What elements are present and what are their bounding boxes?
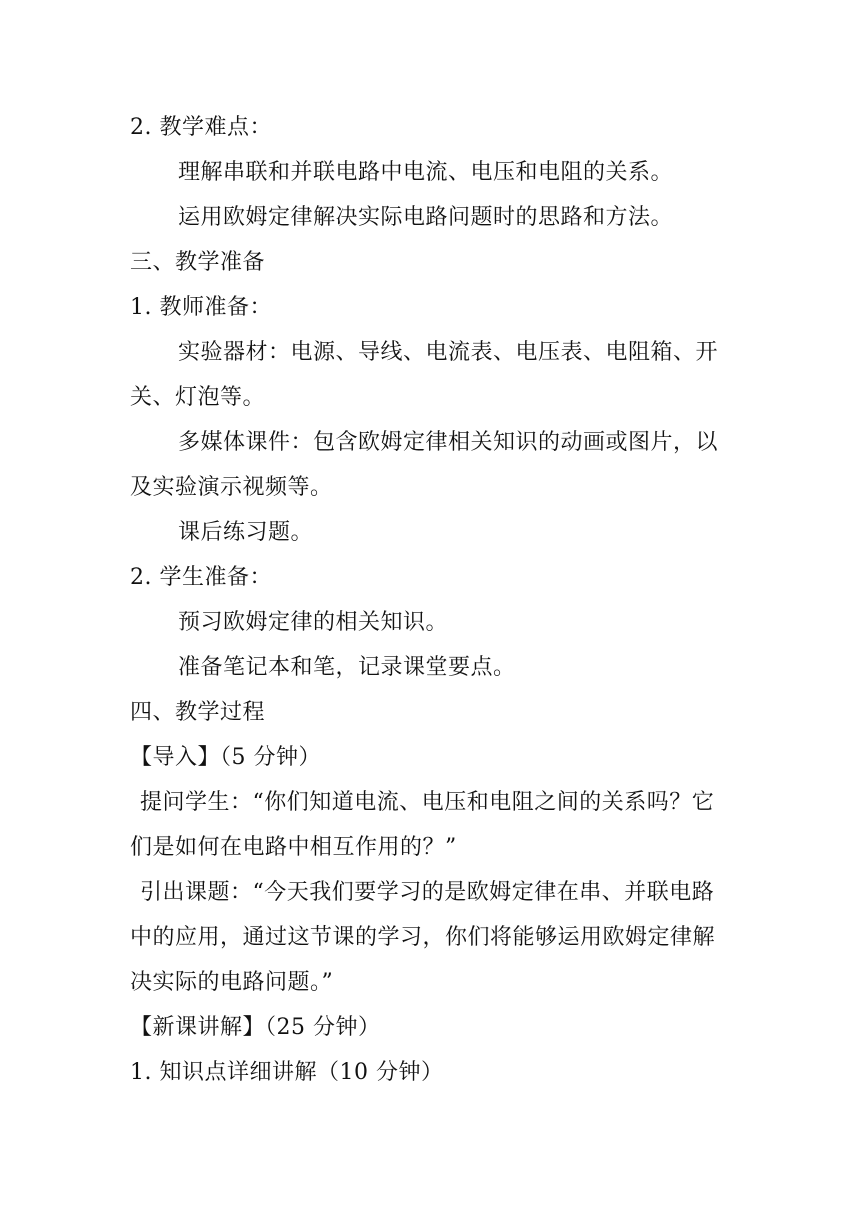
paragraph-exercises: 课后练习题。 [178,520,314,545]
paragraph-equipment-line-1: 实验器材：电源、导线、电流表、电压表、电阻箱、开 [178,340,719,365]
heading-teacher-preparation: 1. 教师准备： [130,295,272,320]
heading-teaching-difficulties: 2. 教学难点： [130,115,272,140]
paragraph-question-line-1: 提问学生：“你们知道电流、电压和电阻之间的关系吗？它 [140,790,715,815]
section-heading-preparation: 三、教学准备 [130,250,266,275]
paragraph-question-line-2: 们是如何在电路中相互作用的？” [130,835,457,860]
paragraph-topic-line-2: 中的应用，通过这节课的学习，你们将能够运用欧姆定律解 [130,925,716,950]
paragraph-notebook: 准备笔记本和笔，记录课堂要点。 [178,655,516,680]
paragraph-equipment-line-2: 关、灯泡等。 [130,385,266,410]
paragraph-preview: 预习欧姆定律的相关知识。 [178,610,449,635]
heading-introduction: 【导入】（5 分钟） [130,745,321,770]
paragraph-difficulty-1: 理解串联和并联电路中电流、电压和电阻的关系。 [178,160,674,185]
paragraph-topic-line-3: 决实际的电路问题。” [130,970,334,995]
paragraph-multimedia-line-2: 及实验演示视频等。 [130,475,333,500]
heading-new-lesson: 【新课讲解】（25 分钟） [130,1015,381,1040]
paragraph-multimedia-line-1: 多媒体课件：包含欧姆定律相关知识的动画或图片，以 [178,430,719,455]
heading-student-preparation: 2. 学生准备： [130,565,272,590]
section-heading-process: 四、教学过程 [130,700,266,725]
paragraph-difficulty-2: 运用欧姆定律解决实际电路问题时的思路和方法。 [178,205,674,230]
paragraph-topic-line-1: 引出课题：“今天我们要学习的是欧姆定律在串、并联电路 [140,880,715,905]
heading-knowledge-points: 1. 知识点详细讲解（10 分钟） [130,1060,444,1085]
